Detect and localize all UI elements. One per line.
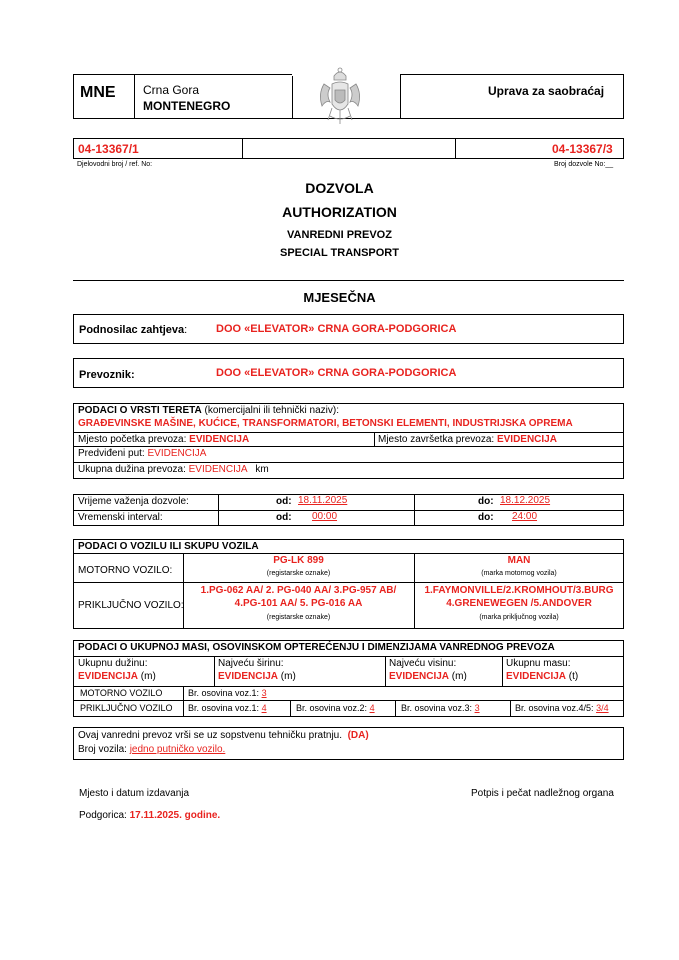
- country-name-en: MONTENEGRO: [143, 99, 231, 113]
- max-height-value: EVIDENCIJA (m): [389, 671, 467, 682]
- axle-motor-value: Br. osovina voz.1: 3: [188, 688, 267, 698]
- signature-label: Potpis i pečat nadležnog organa: [471, 788, 614, 799]
- interval-from-label: od:: [276, 512, 292, 523]
- trailer-make-1: 1.FAYMONVILLE/2.KROMHOUT/3.BURG: [424, 585, 614, 596]
- dimensions-heading: PODACI O UKUPNOJ MASI, OSOVINSKOM OPTEREĆENJU I DIMENZIJAMA VANREDNOG PREVOZA: [78, 642, 555, 653]
- total-length-label: Ukupnu dužinu:: [78, 658, 148, 669]
- motor-reg-caption: (registarske oznake): [266, 570, 331, 577]
- total-mass-value: EVIDENCIJA (t): [506, 671, 579, 682]
- motor-vehicle-registration: PG-LK 899: [273, 555, 324, 566]
- axle-motor-label: MOTORNO VOZILO: [80, 688, 163, 698]
- issue-date: Podgorica: 17.11.2025. godine.: [79, 810, 221, 821]
- cargo-heading: PODACI O VRSTI TERETA (komercijalni ili tehnički naziv):: [78, 405, 339, 416]
- interval-to-label: do:: [478, 512, 494, 523]
- interval-to-time: 24:00: [512, 511, 538, 522]
- trailer-make-caption: (marka priključnog vozila): [479, 614, 559, 621]
- title-divider: [73, 280, 624, 281]
- trailer-make-2: 4.GRENEWEGEN /5.ANDOVER: [446, 598, 592, 609]
- carrier-value: DOO «ELEVATOR» CRNA GORA-PODGORICA: [216, 367, 457, 379]
- cargo-start: Mjesto početka prevoza: EVIDENCIJA: [78, 434, 250, 445]
- vehicle-heading: PODACI O VOZILU ILI SKUPU VOZILA: [78, 541, 259, 552]
- cargo-route: Predviđeni put: EVIDENCIJA: [78, 448, 207, 459]
- reference-number: 04-13367/1: [78, 142, 139, 156]
- motor-make-caption: (marka motornog vozila): [481, 570, 557, 577]
- permit-label: Broj dozvole No:__: [554, 161, 614, 168]
- validity-to-label: do:: [478, 496, 494, 507]
- trailer-label: PRIKLJUČNO VOZILO:: [78, 600, 184, 611]
- cargo-description: GRAĐEVINSKE MAŠINE, KUĆICE, TRANSFORMATORI, BETONSKI ELEMENTI, INDUSTRIJSKA OPREMA: [78, 418, 573, 429]
- cargo-length: Ukupna dužina prevoza: EVIDENCIJA km: [78, 464, 269, 475]
- title-vanredni-prevoz: VANREDNI PREVOZ: [287, 229, 392, 241]
- permit-number: 04-13367/3: [552, 142, 613, 156]
- interval-label: Vremenski interval:: [78, 512, 163, 523]
- reference-label: Djelovodni broj / ref. No:: [77, 161, 153, 168]
- trailer-reg-caption: (registarske oznake): [266, 614, 331, 621]
- axle-trailer-45: Br. osovina voz.4/5: 3/4: [515, 703, 609, 713]
- issue-place-date-label: Mjesto i datum izdavanja: [79, 788, 190, 799]
- trailer-registration-2: 4.PG-101 AA/ 5. PG-016 AA: [234, 598, 363, 609]
- trailer-registration-1: 1.PG-062 AA/ 2. PG-040 AA/ 3.PG-957 AB/: [200, 585, 397, 596]
- title-authorization: AUTHORIZATION: [282, 204, 397, 220]
- validity-from-date: 18.11.2025: [298, 495, 348, 506]
- permit-period: MJESEČNA: [303, 290, 376, 305]
- cargo-end: Mjesto završetka prevoza: EVIDENCIJA: [378, 434, 557, 445]
- max-width-value: EVIDENCIJA (m): [218, 671, 296, 682]
- max-width-label: Najveću širinu:: [218, 658, 284, 669]
- interval-from-time: 00:00: [312, 511, 338, 522]
- motor-vehicle-make: MAN: [507, 555, 531, 566]
- validity-label: Vrijeme važenja dozvole:: [78, 496, 189, 507]
- title-dozvola: DOZVOLA: [305, 180, 374, 196]
- validity-to-date: 18.12.2025: [500, 495, 551, 506]
- applicant-value: DOO «ELEVATOR» CRNA GORA-PODGORICA: [216, 323, 457, 335]
- authority-name: Uprava za saobraćaj: [488, 84, 605, 98]
- carrier-label: Prevoznik:: [79, 369, 135, 381]
- escort-text: Ovaj vanredni prevoz vrši se uz sopstvenu tehničku pratnju. (DA): [78, 730, 369, 741]
- applicant-label: Podnosilac zahtjeva:: [79, 324, 188, 336]
- country-code: MNE: [80, 84, 116, 101]
- reference-row: [73, 138, 624, 159]
- axle-trailer-3: Br. osovina voz.3: 3: [401, 703, 480, 713]
- axle-trailer-label: PRIKLJUČNO VOZILO: [80, 703, 173, 713]
- motor-vehicle-label: MOTORNO VOZILO:: [78, 565, 173, 576]
- axle-trailer-2: Br. osovina voz.2: 4: [296, 703, 375, 713]
- validity-from-label: od:: [276, 496, 292, 507]
- total-mass-label: Ukupnu masu:: [506, 658, 571, 669]
- country-name: Crna Gora: [143, 83, 200, 97]
- axle-trailer-1: Br. osovina voz.1: 4: [188, 703, 267, 713]
- max-height-label: Najveću visinu:: [389, 658, 457, 669]
- escort-vehicle-count: Broj vozila: jedno putničko vozilo.: [78, 744, 226, 755]
- total-length-value: EVIDENCIJA (m): [78, 671, 156, 682]
- title-special-transport: SPECIAL TRANSPORT: [280, 247, 399, 259]
- coat-of-arms-icon: [316, 66, 364, 128]
